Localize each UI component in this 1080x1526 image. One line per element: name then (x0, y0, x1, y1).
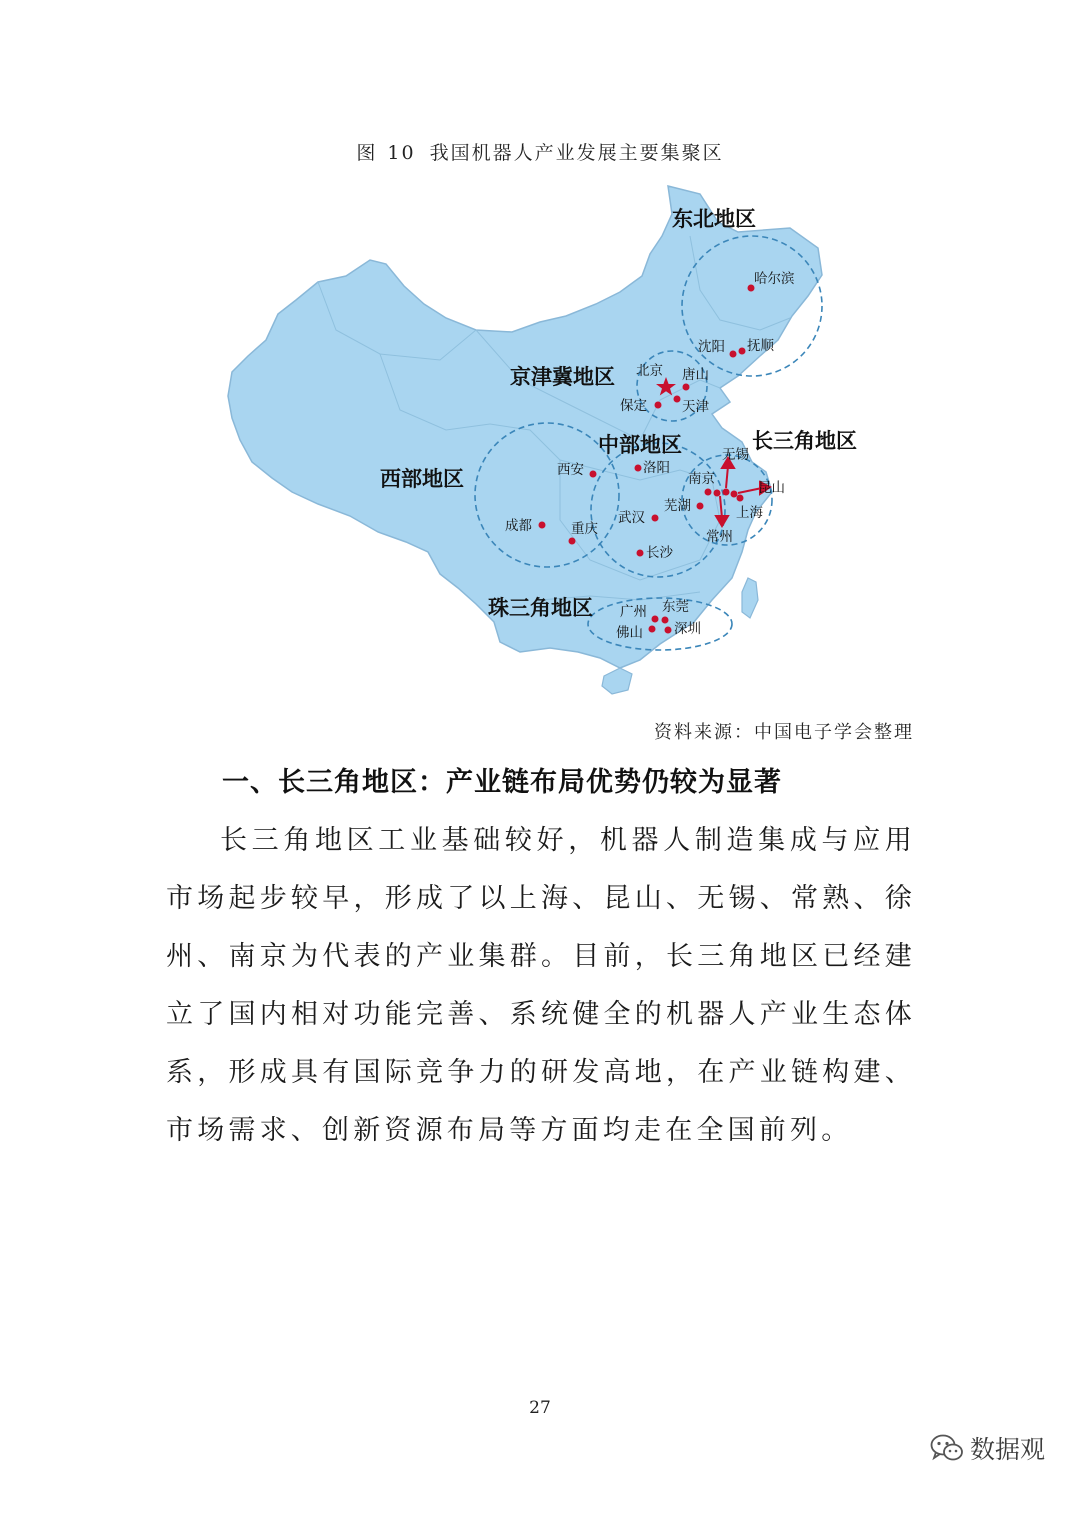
taiwan-island-shape (742, 578, 758, 618)
wuhu-dot (697, 503, 704, 510)
guangzhou-dot (652, 616, 659, 623)
fushun-dot (739, 348, 746, 355)
region-label-yangtze: 长三角地区 (752, 429, 857, 453)
tangshan-dot (683, 384, 690, 391)
shanghai-dot (737, 495, 744, 502)
city-label-chengdu: 成都 (505, 518, 532, 534)
nanjing-dot (705, 489, 712, 496)
city-label-shenzhen: 深圳 (674, 621, 701, 637)
kunshan-dot (731, 491, 738, 498)
shenyang-dot (730, 351, 737, 358)
city-label-wuhan: 武汉 (618, 510, 645, 526)
wechat-icon (930, 1433, 964, 1463)
city-label-fushun: 抚顺 (747, 338, 774, 354)
caption-number: 10 (387, 142, 416, 164)
city-label-chongqing: 重庆 (571, 521, 598, 537)
tianjin-dot (674, 396, 681, 403)
city-label-kunshan: 昆山 (758, 480, 785, 496)
changsha-dot (637, 550, 644, 557)
shenzhen-dot (665, 627, 672, 634)
changzhou-dot (714, 490, 721, 497)
figure-source: 资料来源：中国电子学会整理 (654, 722, 914, 743)
wuxi-dot (723, 489, 730, 496)
city-label-changzhou: 常州 (706, 529, 733, 545)
city-label-wuhu: 芜湖 (664, 498, 691, 514)
baoding-dot (655, 402, 662, 409)
foshan-dot (649, 626, 656, 633)
city-label-harbin: 哈尔滨 (754, 271, 795, 287)
city-label-tianjin: 天津 (682, 399, 709, 415)
wuhan-dot (652, 515, 659, 522)
city-label-changsha: 长沙 (646, 545, 673, 561)
city-label-beijing: 北京 (636, 363, 663, 379)
caption-title: 我国机器人产业发展主要集聚区 (429, 142, 724, 164)
city-label-dongguan: 东莞 (662, 599, 689, 615)
luoyang-dot (635, 465, 642, 472)
china-robot-cluster-map (0, 0, 1080, 710)
section-heading: 一、长三角地区：产业链布局优势仍较为显著 (222, 767, 782, 798)
region-label-pearl: 珠三角地区 (488, 596, 593, 620)
page-number: 27 (529, 1398, 551, 1418)
city-label-xian: 西安 (557, 462, 584, 478)
city-label-guangzhou: 广州 (620, 604, 647, 620)
city-label-nanjing: 南京 (688, 471, 715, 487)
region-label-central: 中部地区 (598, 433, 682, 457)
region-label-west: 西部地区 (380, 467, 464, 491)
city-label-tangshan: 唐山 (682, 367, 709, 383)
city-label-luoyang: 洛阳 (643, 460, 670, 476)
city-label-wuxi: 无锡 (722, 447, 749, 463)
region-label-northeast: 东北地区 (672, 207, 756, 231)
dongguan-dot (662, 617, 669, 624)
city-label-shenyang: 沈阳 (698, 339, 725, 355)
chongqing-dot (569, 538, 576, 545)
caption-prefix: 图 (356, 142, 378, 164)
region-label-jingjinji: 京津冀地区 (510, 365, 615, 389)
chengdu-dot (539, 522, 546, 529)
city-label-baoding: 保定 (620, 398, 647, 414)
xian-dot (590, 471, 597, 478)
section-paragraph: 长三角地区工业基础较好，机器人制造集成与应用市场起步较早，形成了以上海、昆山、无锡、常熟、徐州、南京为代表的产业集群。目前，长三角地区已经建立了国内相对功能完善、系统健全的机器人产业生态体系，形成具有国际竞争力的研发高地，在产业链构建、市场需求、创新资源布局等方面均走在全国前列。 (166, 825, 916, 1146)
hainan-island-shape (602, 668, 632, 694)
city-label-foshan: 佛山 (616, 625, 643, 641)
watermark-text: 数据观 (970, 1435, 1046, 1464)
watermark (930, 1430, 1045, 1466)
city-label-shanghai: 上海 (736, 505, 763, 521)
